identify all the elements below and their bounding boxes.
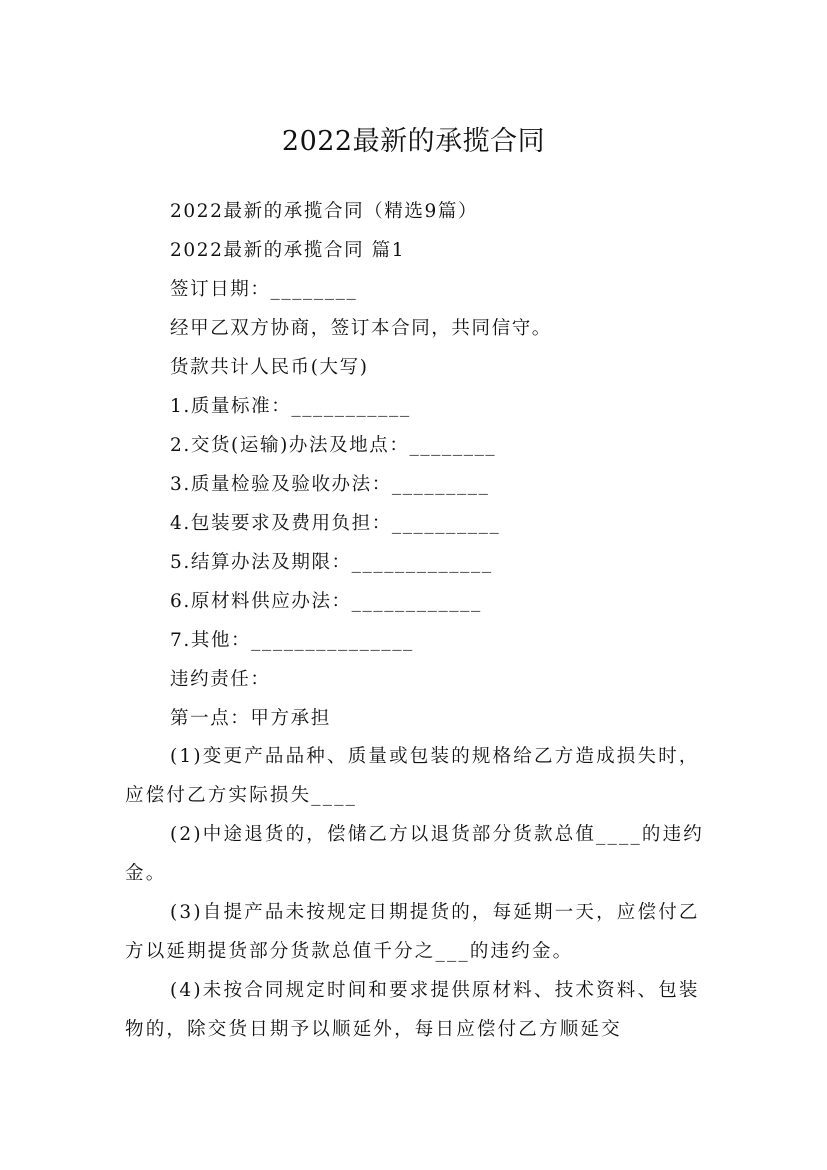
clause-packaging: 4.包装要求及费用负担：__________ (170, 513, 501, 534)
clause-other: 7.其他：_______________ (170, 630, 414, 651)
clause-settlement: 5.结算办法及期限：_____________ (170, 552, 493, 573)
clause-inspection: 3.质量检验及验收办法：_________ (170, 474, 490, 495)
paragraph-1: (1)变更产品品种、质量或包装的规格给乙方造成损失时，应偿付乙方实际损失____ (125, 746, 700, 806)
liability-heading: 违约责任： (170, 669, 271, 690)
paragraph-4: (4)未按合同规定时间和要求提供原材料、技术资料、包装物的，除交货日期予以顺延外，每日应偿付乙方顺延交 (125, 980, 700, 1040)
party-a-heading: 第一点：甲方承担 (170, 708, 331, 729)
sign-date-line: 签订日期：________ (170, 279, 358, 300)
clause-delivery: 2.交货(运输)办法及地点：________ (170, 435, 497, 456)
paragraph-3: (3)自提产品未按规定日期提货的，每延期一天，应偿付乙方以延期提货部分货款总值千分之___的违约金。 (125, 902, 700, 962)
clause-quality-standard: 1.质量标准：___________ (170, 396, 411, 417)
clause-materials: 6.原材料供应办法：____________ (170, 591, 482, 612)
agreement-line: 经甲乙双方协商，签订本合同，共同信守。 (170, 318, 552, 339)
section-heading: 2022最新的承揽合同 篇1 (170, 240, 406, 261)
document-title: 2022最新的承揽合同 (281, 126, 546, 158)
payment-line: 货款共计人民币(大写) (170, 357, 369, 378)
subtitle-line: 2022最新的承揽合同（精选9篇） (170, 201, 479, 222)
paragraph-2: (2)中途退货的，偿储乙方以退货部分货款总值____的违约金。 (125, 824, 705, 884)
